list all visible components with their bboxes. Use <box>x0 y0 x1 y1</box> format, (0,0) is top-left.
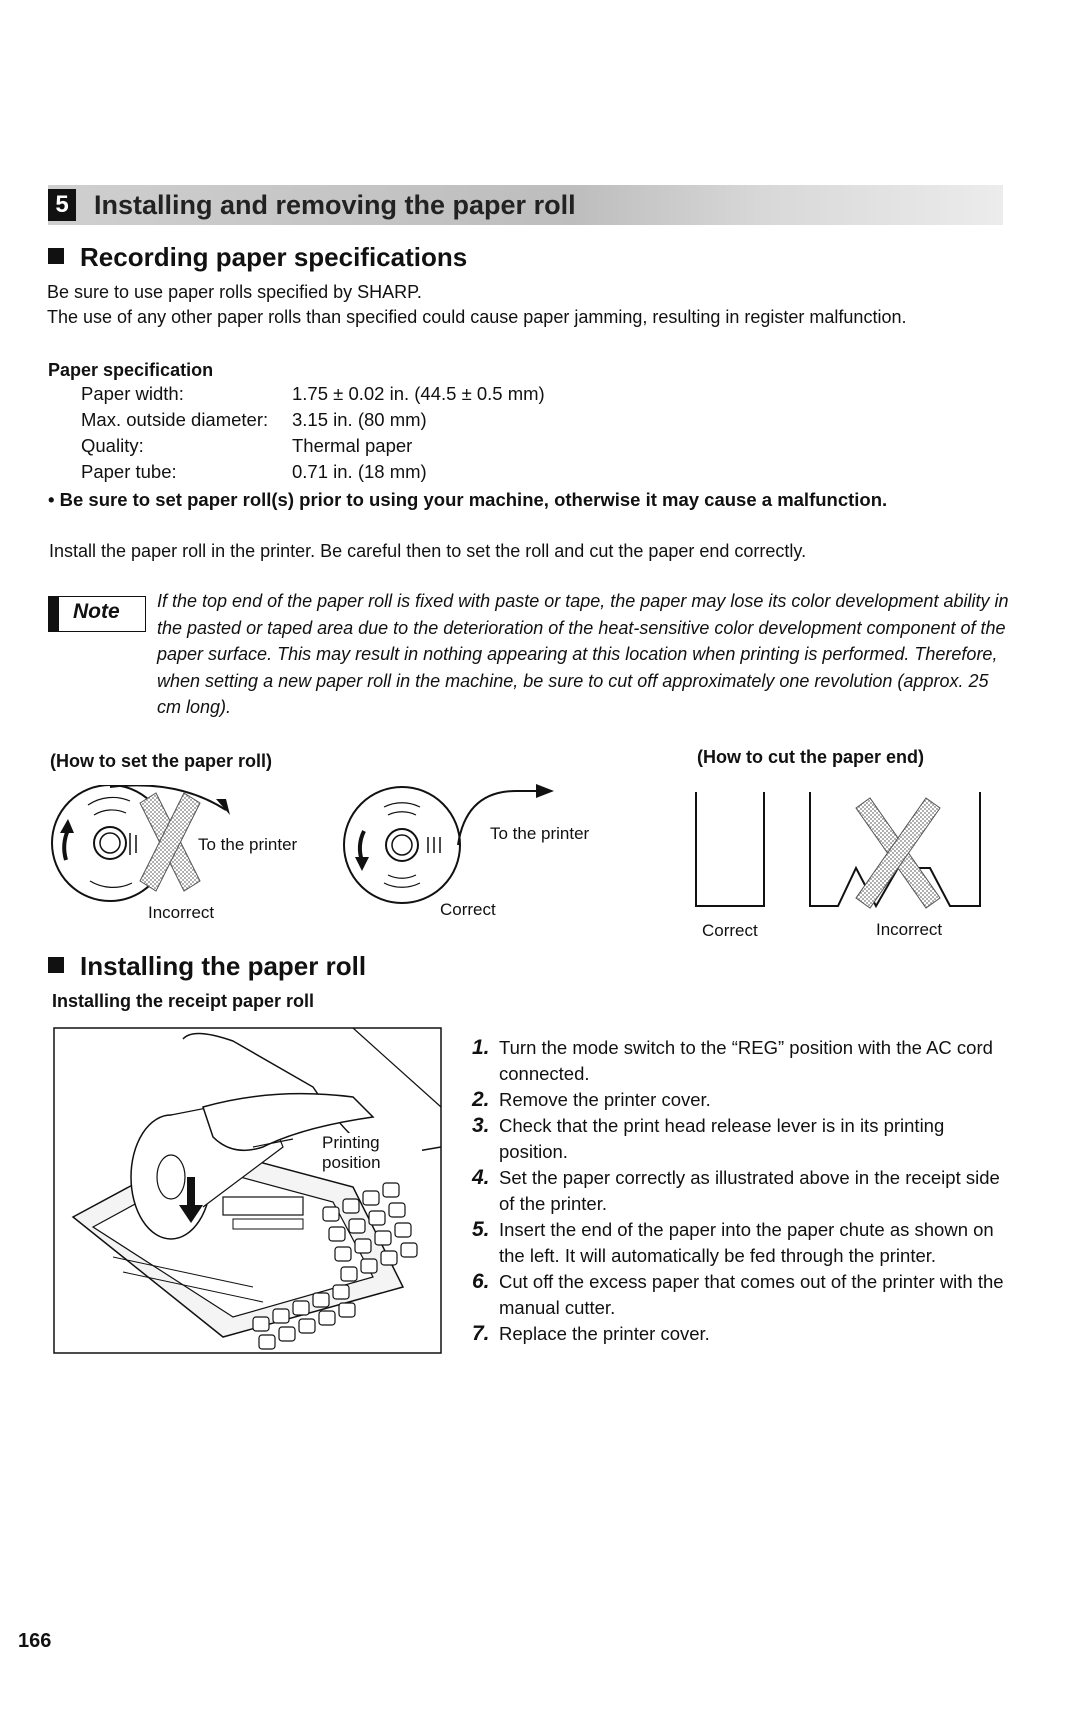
paper-end-cut-illustration <box>680 788 1020 943</box>
note-bar <box>49 597 59 631</box>
step-2: 2. Remove the printer cover. <box>472 1088 711 1111</box>
installing-heading: Installing the paper roll <box>48 951 366 982</box>
page-number: 166 <box>18 1630 52 1652</box>
spec-value-tube: 0.71 in. (18 mm) <box>292 461 427 482</box>
spec-value-diameter: 3.15 in. (80 mm) <box>292 409 427 430</box>
to-printer-label-2: To the printer <box>490 824 590 843</box>
install-instruction: Install the paper roll in the printer. Be careful then to set the roll and cut the paper end correctly. <box>49 541 807 561</box>
recording-line-1: Be sure to use paper rolls specified by SHARP. <box>47 282 422 302</box>
spec-value-quality: Thermal paper <box>292 435 413 456</box>
to-printer-label-1: To the printer <box>198 835 298 854</box>
note-text: If the top end of the paper roll is fixed with paste or tape, the paper may lose its color development ability in the pasted or taped area due to the deterioration of the heat-sensitive color development component of the paper surface. This may result in nothing appearing at this location when printing is performed. Therefore, when setting a new paper roll in the machine, be sure to cut off approximately one revolution (approx. 25 cm long). <box>157 591 1009 717</box>
section-number: 5 <box>48 189 76 221</box>
spec-heading: Paper specification <box>48 360 214 380</box>
note-label: Note <box>73 600 120 623</box>
step-1: 1. Turn the mode switch to the “REG” position with the AC cord connected. <box>472 1036 993 1084</box>
step-6: 6. Cut off the excess paper that comes out of the printer with the manual cutter. <box>472 1270 1004 1318</box>
spec-warning: • Be sure to set paper roll(s) prior to using your machine, otherwise it may cause a malfunction. <box>48 489 888 510</box>
recording-heading: Recording paper specifications <box>48 242 467 273</box>
installing-subheading: Installing the receipt paper roll <box>52 991 315 1011</box>
recording-line-2: The use of any other paper rolls than specified could cause paper jamming, resulting in register malfunction. <box>47 307 907 327</box>
incorrect-label-2: Incorrect <box>876 920 943 939</box>
incorrect-roll-illustration <box>48 785 328 925</box>
step-4: 4. Set the paper correctly as illustrated above in the receipt side of the printer. <box>472 1166 1000 1214</box>
step-5: 5. Insert the end of the paper into the paper chute as shown on the left. It will automatically be fed through the printer. <box>472 1218 994 1266</box>
printer-illustration <box>53 1027 442 1354</box>
correct-label-2: Correct <box>702 921 758 940</box>
steps-list <box>472 1035 1015 1347</box>
set-roll-heading: (How to set the paper roll) <box>50 751 273 771</box>
cut-end-heading: (How to cut the paper end) <box>697 747 924 767</box>
correct-label-1: Correct <box>440 900 496 919</box>
note-badge <box>48 596 146 632</box>
spec-label-tube: Paper tube: <box>81 461 177 482</box>
incorrect-label-1: Incorrect <box>148 903 215 922</box>
printing-position-label: Printing position <box>322 1133 422 1173</box>
step-7: 7. Replace the printer cover. <box>472 1322 710 1345</box>
spec-label-diameter: Max. outside diameter: <box>81 409 269 430</box>
square-bullet-icon <box>48 957 64 973</box>
spec-label-width: Paper width: <box>81 383 184 404</box>
square-bullet-icon <box>48 248 64 264</box>
spec-value-width: 1.75 ± 0.02 in. (44.5 ± 0.5 mm) <box>292 383 545 404</box>
correct-roll-illustration <box>340 783 600 923</box>
spec-label-quality: Quality: <box>81 435 144 456</box>
section-title: Installing and removing the paper roll <box>94 190 576 220</box>
step-3: 3. Check that the print head release lever is in its printing position. <box>472 1114 945 1162</box>
